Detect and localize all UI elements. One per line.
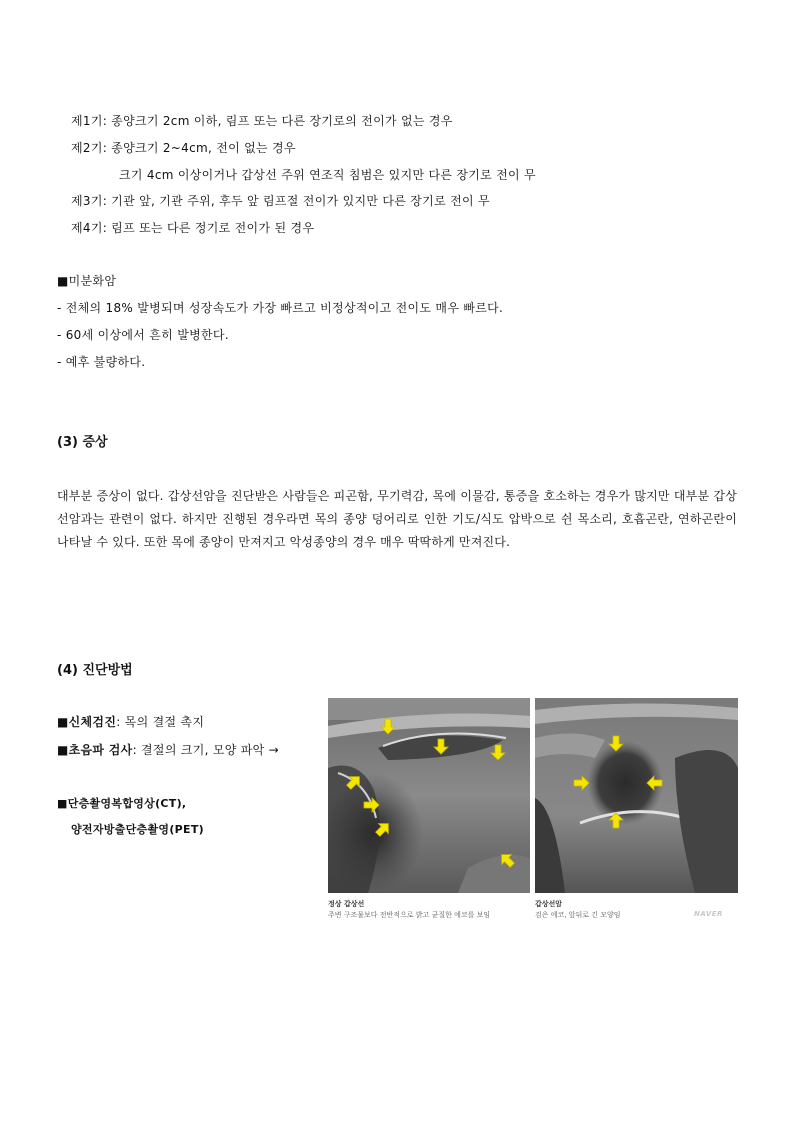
diagnosis-ultrasound (57, 741, 279, 758)
diagnosis-heading: (4) 진단방법 (57, 663, 133, 678)
ultrasound-figure (328, 698, 738, 924)
diagnosis-ultrasound-text: : 결절의 크기, 모양 파악 → (132, 743, 279, 757)
undiff-item-2: - 60세 이상에서 흔히 발병한다. (57, 328, 229, 342)
undiff-item-1: - 전체의 18% 발병되며 성장속도가 가장 빠르고 비정상적이고 전이도 매우 빠르다. (57, 301, 504, 315)
thyroid-cancer-title: 갑상선암 (535, 900, 563, 908)
diagnosis-ultrasound-label: ■초음파 검사 (57, 743, 133, 757)
arrow-icon (373, 819, 394, 840)
arrow-icon (381, 719, 395, 734)
diagnosis-physical-exam-label: ■신체검진 (57, 715, 117, 729)
arrow-icon (574, 776, 589, 790)
stage-3: 제3기: 기관 앞, 기관 주위, 후두 앞 림프절 전이가 있지만 다른 장기로 전이 무 (71, 194, 490, 208)
diagnosis-ct: ■단층촬영복합영상(CT), (57, 797, 187, 810)
stage-2: 제2기: 종양크기 2~4cm, 전이 없는 경우 (71, 141, 296, 155)
diagnosis-physical-exam (57, 713, 204, 730)
arrow-icon (344, 772, 365, 793)
annotation-arrows (328, 698, 738, 893)
arrow-icon (497, 850, 518, 871)
diagnosis-physical-exam-text: : 목의 결절 촉지 (116, 715, 205, 729)
symptoms-heading: (3) 증상 (57, 435, 108, 450)
diagnosis-pet: 양전자방출단층촬영(PET) (71, 823, 204, 836)
stage-4: 제4기: 림프 또는 다른 정기로 전이가 된 경우 (71, 221, 315, 235)
arrow-icon (434, 739, 448, 754)
normal-thyroid-caption: 주변 구조물보다 전반적으로 밝고 균질한 에코를 보임 (328, 911, 491, 919)
arrow-icon (364, 798, 379, 812)
normal-thyroid-title: 정상 갑상선 (328, 900, 365, 908)
stage-1: 제1기: 종양크기 2cm 이하, 림프 또는 다른 장기로의 전이가 없는 경우 (71, 114, 453, 128)
undiff-title: ■미분화암 (57, 274, 117, 288)
naver-watermark: NAVER (694, 910, 723, 918)
symptoms-paragraph: 대부분 증상이 없다. 갑상선암을 진단받은 사람들은 피곤함, 무기력감, 목에 이물감, 통증을 호소하는 경우가 많지만 대부분 갑상선암과는 관련이 없다. 하지만 진행된 경우라면 목의 종양 덩어리로 인한 기도/식도 압박으로 쉰 목소리, 호흡곤란, 연하곤란이 나타날 수 있다. 또한 목에 종양이 만져지고 악성종양의 경우 매우 딱딱하게 만져진다. (57, 489, 737, 549)
arrow-icon (609, 813, 623, 828)
arrow-icon (609, 736, 623, 751)
stage-2-detail: 크기 4cm 이상이거나 갑상선 주위 연조직 침범은 있지만 다른 장기로 전이 무 (119, 168, 536, 182)
arrow-icon (647, 776, 662, 790)
undiff-item-3: - 예후 불량하다. (57, 355, 146, 369)
arrow-icon (491, 745, 505, 760)
thyroid-cancer-caption: 검은 에코, 앞뒤로 긴 모양임 (535, 911, 621, 919)
